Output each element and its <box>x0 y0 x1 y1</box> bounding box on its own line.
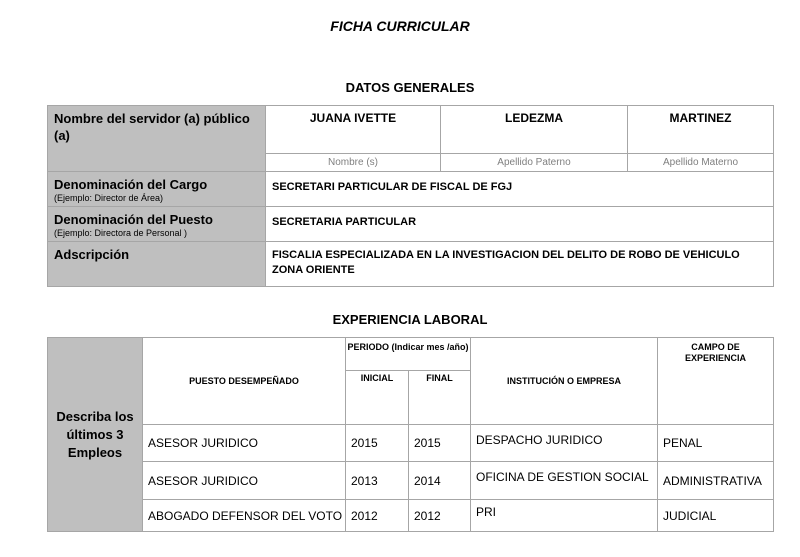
puesto-label-cell <box>48 207 266 242</box>
cargo-label-cell <box>48 172 266 207</box>
row-puesto: ASESOR JURIDICO <box>143 462 346 500</box>
row-final: 2012 <box>409 500 471 532</box>
row-final: 2015 <box>409 425 471 462</box>
adscripcion-value: FISCALIA ESPECIALIZADA EN LA INVESTIGACION DEL DELITO DE ROBO DE VEHICULO ZONA ORIENTE <box>266 242 774 287</box>
cargo-example: (Ejemplo: Director de Área) <box>54 193 164 203</box>
apellido-paterno-value: LEDEZMA <box>441 106 628 154</box>
row-final: 2014 <box>409 462 471 500</box>
table-row <box>48 462 774 500</box>
row-inicial: 2012 <box>346 500 409 532</box>
experiencia-laboral-table <box>47 337 774 532</box>
puesto-label: Denominación del Puesto <box>54 212 213 227</box>
row-inicial: 2015 <box>346 425 409 462</box>
row-institucion: PRI <box>471 500 658 532</box>
row-inicial: 2013 <box>346 462 409 500</box>
experiencia-laboral-heading: EXPERIENCIA LABORAL <box>332 312 488 327</box>
apellido-materno-value: MARTINEZ <box>628 106 774 154</box>
row-puesto: ABOGADO DEFENSOR DEL VOTO <box>143 500 346 532</box>
puesto-example: (Ejemplo: Directora de Personal ) <box>54 228 188 238</box>
col-campo-header: CAMPO DE EXPERIENCIA <box>658 338 774 425</box>
col-final-header: FINAL <box>409 371 471 425</box>
col-periodo-header: PERIODO (Indicar mes /año) <box>346 338 471 371</box>
row-puesto: ASESOR JURIDICO <box>143 425 346 462</box>
table-row <box>48 500 774 532</box>
experiencia-side-label: Describa los últimos 3 Empleos <box>48 338 143 532</box>
table-row <box>48 425 774 462</box>
row-campo: PENAL <box>658 425 774 462</box>
row-institucion: OFICINA DE GESTION SOCIAL <box>471 462 658 500</box>
row-campo: ADMINISTRATIVA <box>658 462 774 500</box>
nombres-caption: Nombre (s) <box>266 154 441 172</box>
row-campo: JUDICIAL <box>658 500 774 532</box>
nombre-label: Nombre del servidor (a) público (a) <box>48 106 266 172</box>
cargo-value: SECRETARI PARTICULAR DE FISCAL DE FGJ <box>266 172 774 207</box>
cargo-label: Denominación del Cargo <box>54 177 208 192</box>
col-institucion-header: INSTITUCIÓN O EMPRESA <box>471 338 658 425</box>
puesto-value: SECRETARIA PARTICULAR <box>266 207 774 242</box>
col-puesto-header: PUESTO DESEMPEÑADO <box>143 338 346 425</box>
apellido-paterno-caption: Apellido Paterno <box>441 154 628 172</box>
datos-generales-heading: DATOS GENERALES <box>345 80 475 95</box>
document-title: FICHA CURRICULAR <box>330 18 470 34</box>
row-institucion: DESPACHO JURIDICO <box>471 425 658 462</box>
col-inicial-header: INICIAL <box>346 371 409 425</box>
apellido-materno-caption: Apellido Materno <box>628 154 774 172</box>
nombres-value: JUANA IVETTE <box>266 106 441 154</box>
datos-generales-table <box>47 105 774 287</box>
adscripcion-label: Adscripción <box>48 242 266 287</box>
